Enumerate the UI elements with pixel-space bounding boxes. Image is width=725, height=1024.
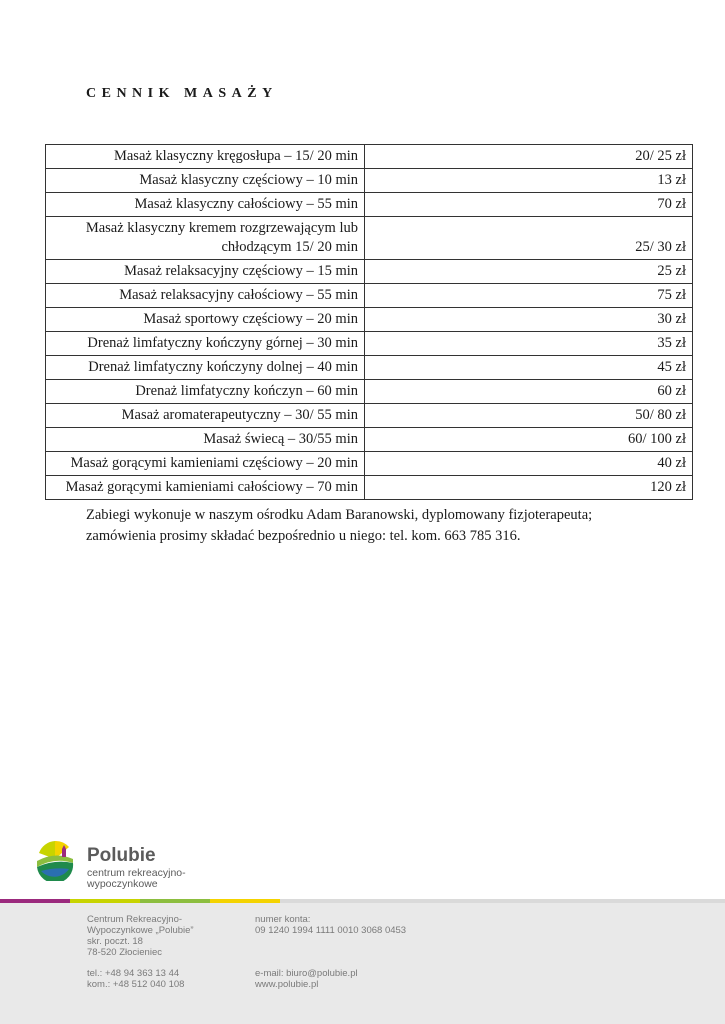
service-price: 120 zł: [365, 476, 693, 500]
logo-tagline: [87, 868, 247, 890]
service-name: Masaż klasyczny całościowy – 55 min: [46, 193, 365, 217]
table-row: [46, 476, 693, 500]
table-row: [46, 169, 693, 193]
note-line2: zamówienia prosimy składać bezpośrednio u niego: tel. kom. 663 785 316.: [86, 528, 521, 544]
service-name: Masaż klasyczny częściowy – 10 min: [46, 169, 365, 193]
service-price: 75 zł: [365, 284, 693, 308]
service-name: Masaż gorącymi kamieniami całościowy – 70 min: [46, 476, 365, 500]
phone-line: kom.: +48 512 040 108: [87, 979, 185, 990]
service-price: 60/ 100 zł: [365, 428, 693, 452]
service-name: Masaż relaksacyjny całościowy – 55 min: [46, 284, 365, 308]
service-name: Masaż aromaterapeutyczny – 30/ 55 min: [46, 404, 365, 428]
logo-emblem-icon: [35, 837, 79, 881]
service-name: Masaż gorącymi kamieniami częściowy – 20 min: [46, 452, 365, 476]
address-line: Centrum Rekreacyjno-: [87, 914, 183, 925]
service-price: 70 zł: [365, 193, 693, 217]
table-row: [46, 356, 693, 380]
table-row: [46, 308, 693, 332]
info-note: [86, 505, 592, 547]
service-name: Masaż świecą – 30/55 min: [46, 428, 365, 452]
phone-line: tel.: +48 94 363 13 44: [87, 968, 180, 979]
logo-tag-line1: centrum rekreacyjno-: [87, 867, 186, 879]
logo-tag-line2: wypoczynkowe: [87, 878, 158, 890]
price-table: [45, 144, 693, 500]
website-text: www.polubie.pl: [255, 979, 319, 990]
service-name-line2: chłodzącym 15/ 20 min: [221, 239, 358, 255]
footer-contact: [255, 968, 358, 990]
address-line: 78-520 Złocieniec: [87, 947, 162, 958]
table-row: [46, 260, 693, 284]
logo-name: Polubie: [87, 845, 156, 866]
table-row: [46, 404, 693, 428]
table-row: [46, 145, 693, 169]
account-number: 09 1240 1994 1111 0010 3068 0453: [255, 925, 407, 936]
note-line1: Zabiegi wykonuje w naszym ośrodku Adam Baranowski, dyplomowany fizjoterapeuta;: [86, 507, 593, 523]
service-name: Masaż klasyczny kręgosłupa – 15/ 20 min: [46, 145, 365, 169]
table-row: [46, 452, 693, 476]
service-name: Drenaż limfatyczny kończyny dolnej – 40 min: [46, 356, 365, 380]
service-price: 60 zł: [365, 380, 693, 404]
polubie-logo: [35, 835, 235, 895]
footer-account: [255, 914, 406, 936]
service-price: 25 zł: [365, 260, 693, 284]
service-name: Masaż relaksacyjny częściowy – 15 min: [46, 260, 365, 284]
table-row: [46, 428, 693, 452]
service-price: 25/ 30 zł: [365, 217, 693, 260]
table-row: [46, 217, 693, 260]
table-row: [46, 380, 693, 404]
account-label: numer konta:: [255, 914, 311, 925]
service-price: 50/ 80 zł: [365, 404, 693, 428]
service-price: 35 zł: [365, 332, 693, 356]
address-line: Wypoczynkowe „Polubie”: [87, 925, 194, 936]
table-row: [46, 193, 693, 217]
service-name: Drenaż limfatyczny kończyny górnej – 30 min: [46, 332, 365, 356]
footer-phones: [87, 968, 184, 990]
table-row: [46, 284, 693, 308]
service-price: 13 zł: [365, 169, 693, 193]
service-price: 45 zł: [365, 356, 693, 380]
page-title: CENNIK MASAŻY: [86, 86, 278, 101]
table-row: [46, 332, 693, 356]
service-price: 20/ 25 zł: [365, 145, 693, 169]
footer-address: [87, 914, 194, 958]
service-name: [46, 217, 365, 260]
service-price: 40 zł: [365, 452, 693, 476]
service-name: Drenaż limfatyczny kończyn – 60 min: [46, 380, 365, 404]
email-text: e-mail: biuro@polubie.pl: [255, 968, 358, 979]
service-name-line1: Masaż klasyczny kremem rozgrzewającym lub: [85, 220, 358, 236]
service-price: 30 zł: [365, 308, 693, 332]
address-line: skr. poczt. 18: [87, 936, 143, 947]
service-name: Masaż sportowy częściowy – 20 min: [46, 308, 365, 332]
